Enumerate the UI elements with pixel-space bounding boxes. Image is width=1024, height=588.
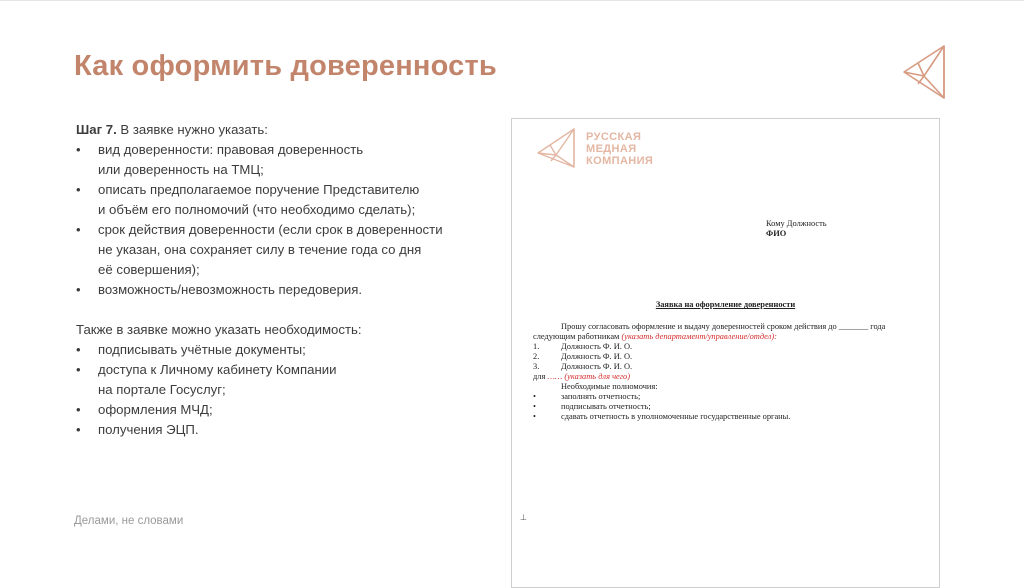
bullet-dot: • — [76, 142, 81, 157]
recipient-fio: ФИО — [766, 229, 787, 238]
instructions — [76, 120, 496, 440]
power-text: подписывать отчетность; — [561, 402, 651, 411]
employee-text: Должность Ф. И. О. — [561, 352, 633, 361]
document-brand — [586, 131, 653, 167]
bullet-dot: • — [76, 362, 81, 377]
bullet-text: её совершения); — [98, 262, 200, 277]
power-bullet: • — [533, 402, 536, 411]
brand-line: МЕДНАЯ — [586, 143, 637, 155]
power-bullet: • — [533, 412, 536, 421]
request-hint: (указать департамент/управление/отдел): — [619, 332, 777, 341]
purpose-line — [533, 372, 928, 382]
employee-text: Должность Ф. И. О. — [561, 342, 633, 351]
bullet-text: доступа к Личному кабинету Компании — [98, 362, 337, 377]
power-item — [533, 412, 928, 422]
bullet-text: подписывать учётные документы; — [98, 342, 306, 357]
bullet-item — [76, 420, 496, 440]
top-divider — [0, 0, 1024, 1]
request-line — [533, 332, 928, 342]
power-text: заполнять отчетность; — [561, 392, 641, 401]
bullet-dot: • — [76, 282, 81, 297]
bullet-item — [76, 280, 496, 300]
employee-list — [533, 342, 928, 372]
employee-number: 1. — [533, 342, 540, 351]
bullet-item — [76, 360, 496, 400]
employee-row — [533, 352, 928, 362]
employee-number: 3. — [533, 362, 540, 371]
power-bullet: • — [533, 392, 536, 401]
employee-number: 2. — [533, 352, 540, 361]
bullet-text: вид доверенности: правовая доверенность — [98, 142, 364, 157]
step-label: Шаг 7. — [76, 122, 117, 137]
power-item — [533, 402, 928, 412]
document-body — [533, 322, 928, 422]
footer-slogan: Делами, не словами — [74, 515, 184, 527]
bullet-item — [76, 180, 496, 220]
company-logo-icon — [900, 44, 952, 100]
bullet-item — [76, 220, 496, 280]
employee-row — [533, 342, 928, 352]
bullet-item — [76, 400, 496, 420]
document-side-mark: ⊥ — [520, 513, 527, 522]
bullet-text: описать предполагаемое поручение Представителю — [98, 182, 420, 197]
bullet-text: или доверенность на ТМЦ; — [98, 162, 264, 177]
bullet-dot: • — [76, 422, 81, 437]
bullet-text: на портале Госуслуг; — [98, 382, 226, 397]
power-text: сдавать отчетность в уполномоченные государственные органы. — [561, 412, 791, 421]
bullet-text: возможность/невозможность передоверия. — [98, 282, 363, 297]
bullet-list-required — [76, 140, 496, 300]
bullet-item — [76, 340, 496, 360]
bullet-dot: • — [76, 402, 81, 417]
purpose-hint: …… (указать для чего) — [545, 372, 631, 381]
document-logo-icon — [534, 127, 582, 169]
powers-label: Необходимые полномочия: — [561, 382, 658, 391]
request-text: следующим работникам — [533, 332, 620, 341]
recipient-position: Кому Должность — [766, 219, 827, 228]
employee-text: Должность Ф. И. О. — [561, 362, 633, 371]
brand-line: РУССКАЯ — [586, 131, 642, 143]
document-preview — [511, 118, 940, 588]
bullet-text: и объём его полномочий (что необходимо сделать); — [98, 202, 416, 217]
bullet-text: оформления МЧД; — [98, 402, 213, 417]
bullet-dot: • — [76, 182, 81, 197]
bullet-dot: • — [76, 222, 81, 237]
bullet-text: получения ЭЦП. — [98, 422, 199, 437]
purpose-label: для — [533, 372, 546, 381]
document-recipient — [766, 219, 827, 239]
step-text: В заявке нужно указать: — [116, 122, 268, 137]
also-text: Также в заявке можно указать необходимость: — [76, 322, 362, 337]
page-title: Как оформить доверенность — [74, 50, 497, 82]
step-line — [76, 120, 496, 140]
bullet-text: срок действия доверенности (если срок в доверенности — [98, 222, 443, 237]
powers-list — [533, 392, 928, 422]
power-item — [533, 392, 928, 402]
brand-line: КОМПАНИЯ — [586, 155, 654, 167]
document-heading: Заявка на оформление доверенности — [655, 300, 796, 309]
bullet-item — [76, 140, 496, 180]
bullet-text: не указан, она сохраняет силу в течение года со дня — [98, 242, 422, 257]
request-line: Прошу согласовать оформление и выдачу доверенностей сроком действия до _______ года — [561, 322, 886, 331]
employee-row — [533, 362, 928, 372]
bullet-dot: • — [76, 342, 81, 357]
bullet-list-optional — [76, 340, 496, 440]
